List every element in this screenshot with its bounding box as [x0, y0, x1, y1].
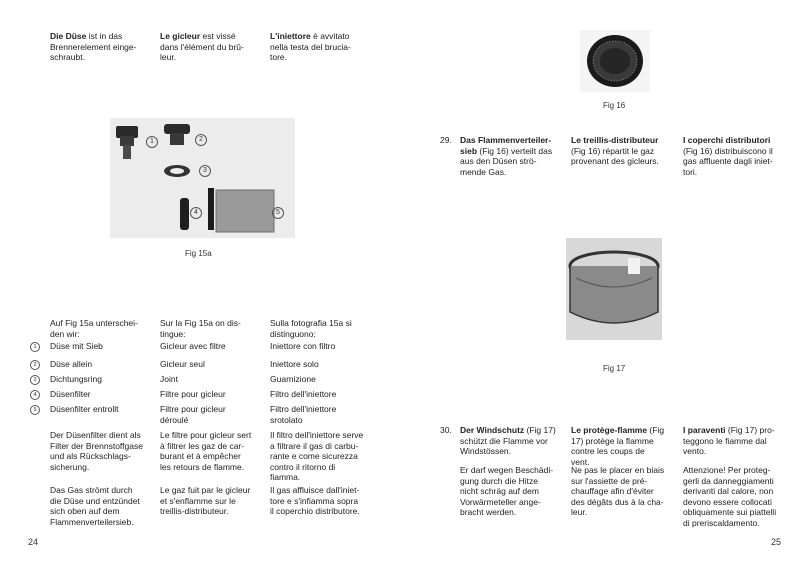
item-1-de: Düse mit Sieb — [50, 341, 103, 351]
fig17-photo — [566, 238, 662, 340]
fig15a-label-4: 4 — [190, 207, 202, 219]
item-3-fr: Joint — [160, 374, 178, 384]
sec29-it: I coperchi distributori (Fig 16) distribuiscono il gas affluente dagli iniet- tori. — [683, 135, 773, 177]
item-4-it: Filtro dell'iniettore — [270, 389, 337, 399]
item-3-de: Dichtungsring — [50, 374, 102, 384]
list-intro-de: Auf Fig 15a unterschei- den wir: — [50, 318, 138, 339]
item-4-number: 4 — [30, 390, 40, 400]
filter-para-fr: Le filtre pour gicleur sert à filtrer les gaz de car- burant et à empêcher les retours de flamme. — [160, 430, 252, 472]
gas-para-fr: Le gaz fuit par le gicleur et s'enflamme sur le treillis-distributeur. — [160, 485, 251, 517]
section-29-number: 29. — [440, 135, 452, 145]
flame-distributor-illustration — [580, 30, 650, 92]
item-2-number: 2 — [30, 360, 40, 370]
intro-fr: Le gicleur est vissé dans l'élément du brû- leur. — [160, 31, 244, 63]
fig15a-caption: Fig 15a — [185, 249, 212, 258]
section-30-number: 30. — [440, 425, 452, 435]
item-5-fr: Filtre pour gicleur déroulé — [160, 404, 226, 425]
item-4-de: Düsenfilter — [50, 389, 91, 399]
sec29-de: Das Flammenverteiler- sieb (Fig 16) verteilt das aus den Düsen strö- mende Gas. — [460, 135, 553, 177]
gas-para-de: Das Gas strömt durch die Düse und entzündet sich oben auf dem Flammenverteilersieb. — [50, 485, 140, 527]
list-intro-it: Sulla fotografia 15a si distinguono: — [270, 318, 352, 339]
intro-it: L'iniettore è avvitato nella testa del brucia- tore. — [270, 31, 351, 63]
sec30-warning-de: Er darf wegen Beschädi- gung durch die Hitze nicht schräg auf dem Vorwärmeteller ange- bracht werden. — [460, 465, 554, 518]
sec30-warning-fr: Ne pas le placer en biais sur l'assiette de pré- chauffage afin d'éviter des dégâts dus à la cha- leur. — [571, 465, 665, 518]
intro-de: Die Düse ist in das Brennerelement einge- schraubt. — [50, 31, 137, 63]
sec30-warning-it: Attenzione! Per proteg- gerli da danneggiamenti derivanti dal calore, non devono essere collocati obliquamente sui piattelli di preriscaldamento. — [683, 465, 777, 528]
fig15a-label-5: 5 — [272, 207, 284, 219]
item-3-it: Guarnizione — [270, 374, 316, 384]
sec29-fr: Le treillis-distributeur (Fig 16) répartit le gaz provenant des gicleurs. — [571, 135, 659, 167]
item-4-fr: Filtre pour gicleur — [160, 389, 226, 399]
fig17-caption: Fig 17 — [603, 364, 626, 373]
item-1-fr: Gicleur avec filtre — [160, 341, 226, 351]
item-2-fr: Gicleur seul — [160, 359, 205, 369]
fig15a-label-1: 1 — [146, 136, 158, 148]
filter-para-de: Der Düsenfilter dient als Filter der Brennstoffgase und als Rückschlags- sicherung. — [50, 430, 143, 472]
item-5-it: Filtro dell'iniettore srotolato — [270, 404, 337, 425]
page-number-right: 25 — [771, 537, 782, 547]
item-2-de: Düse allein — [50, 359, 93, 369]
item-1-it: Iniettore con filtro — [270, 341, 336, 351]
fig16-photo — [580, 30, 650, 92]
fig16-caption: Fig 16 — [603, 101, 626, 110]
windscreen-illustration — [566, 238, 662, 340]
item-3-number: 3 — [30, 375, 40, 385]
page-number-left: 24 — [28, 537, 39, 547]
sec30-de: Der Windschutz (Fig 17) schützt die Flamme vor Windstössen. — [460, 425, 556, 457]
item-1-number: 1 — [30, 342, 40, 352]
item-2-it: Iniettore solo — [270, 359, 319, 369]
fig15a-label-2: 2 — [195, 134, 207, 146]
sec30-fr: Le protège-flamme (Fig 17) protège la flamme contre les coups de vent. — [571, 425, 665, 467]
gas-para-it: Il gas affluisce dall'iniet- tore e s'infiamma sopra il coperchio distributore. — [270, 485, 360, 517]
fig15a-label-3: 3 — [199, 165, 211, 177]
filter-para-it: Il filtro dell'iniettore serve a filtrare il gas di carbu- rante e come sicurezza contro il ritorno di fiamma. — [270, 430, 364, 483]
item-5-de: Düsenfilter entrollt — [50, 404, 119, 414]
item-5-number: 5 — [30, 405, 40, 415]
sec30-it: I paraventi (Fig 17) pro- teggono le fiamme dal vento. — [683, 425, 775, 457]
list-intro-fr: Sur la Fig 15a on dis- tingue: — [160, 318, 241, 339]
